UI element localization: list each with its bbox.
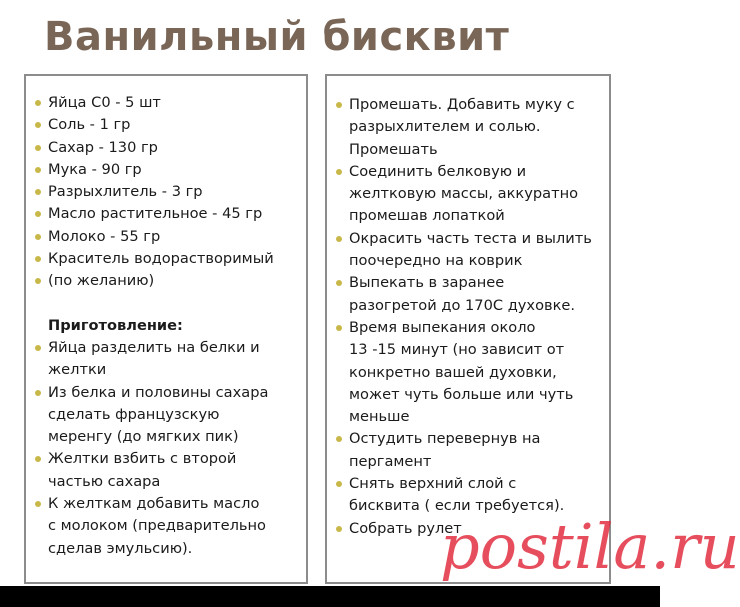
list-item: Краситель водорастворимый [32, 248, 306, 270]
bullet-icon [35, 211, 41, 217]
bullet-icon [35, 167, 41, 173]
list-item: Сахар - 130 гр [32, 137, 306, 159]
list-item: Промешать. Добавить муку с разрыхлителем и солью. Промешать [333, 94, 609, 161]
list-item: (по желанию) [32, 270, 306, 292]
ingredients-list [26, 76, 306, 293]
bullet-icon [336, 236, 342, 242]
bullet-icon [35, 501, 41, 507]
bullet-icon [35, 456, 41, 462]
ingredients-panel [24, 74, 308, 584]
bullet-icon [35, 189, 41, 195]
bullet-icon [35, 122, 41, 128]
list-item: Собрать рулет [333, 518, 609, 540]
steps-panel [325, 74, 611, 584]
list-item: Остудить перевернув на пергамент [333, 428, 609, 473]
bullet-icon [35, 234, 41, 240]
list-item: Время выпекания около 13 -15 минут (но зависит от конкретно вашей духовки, может чуть больше или чуть меньше [333, 317, 609, 428]
bullet-icon [336, 280, 342, 286]
steps-list-left [26, 337, 306, 560]
bullet-icon [35, 100, 41, 106]
list-item: К желткам добавить масло с молоком (предварительно сделав эмульсию). [32, 493, 306, 560]
list-item: Окрасить часть теста и вылить поочередно на коврик [333, 228, 609, 273]
list-item: Соль - 1 гр [32, 114, 306, 136]
list-item: Яйца С0 - 5 шт [32, 92, 306, 114]
bottom-bar [0, 586, 660, 607]
bullet-icon [336, 436, 342, 442]
steps-list-right [327, 76, 609, 540]
bullet-icon [336, 169, 342, 175]
list-item: Масло растительное - 45 гр [32, 203, 306, 225]
bullet-icon [336, 325, 342, 331]
bullet-icon [35, 256, 41, 262]
list-item: Мука - 90 гр [32, 159, 306, 181]
bullet-icon [35, 145, 41, 151]
list-item: Яйца разделить на белки и желтки [32, 337, 306, 382]
watermark-logo: postila.ru [440, 510, 740, 583]
list-item: Разрыхлитель - 3 гр [32, 181, 306, 203]
list-item: Желтки взбить с второй частью сахара [32, 448, 306, 493]
list-item: Из белка и половины сахара сделать французскую меренгу (до мягких пик) [32, 382, 306, 449]
bullet-icon [35, 278, 41, 284]
page-title: Ванильный бисквит [44, 14, 510, 60]
bullet-icon [336, 102, 342, 108]
bullet-icon [336, 481, 342, 487]
bullet-icon [35, 390, 41, 396]
preparation-heading: Приготовление: [48, 316, 183, 334]
list-item: Молоко - 55 гр [32, 226, 306, 248]
bullet-icon [336, 526, 342, 532]
list-item: Снять верхний слой с бисквита ( если требуется). [333, 473, 609, 518]
bullet-icon [35, 345, 41, 351]
list-item: Выпекать в заранее разогретой до 170С духовке. [333, 272, 609, 317]
list-item: Соединить белковую и желтковую массы, аккуратно промешав лопаткой [333, 161, 609, 228]
